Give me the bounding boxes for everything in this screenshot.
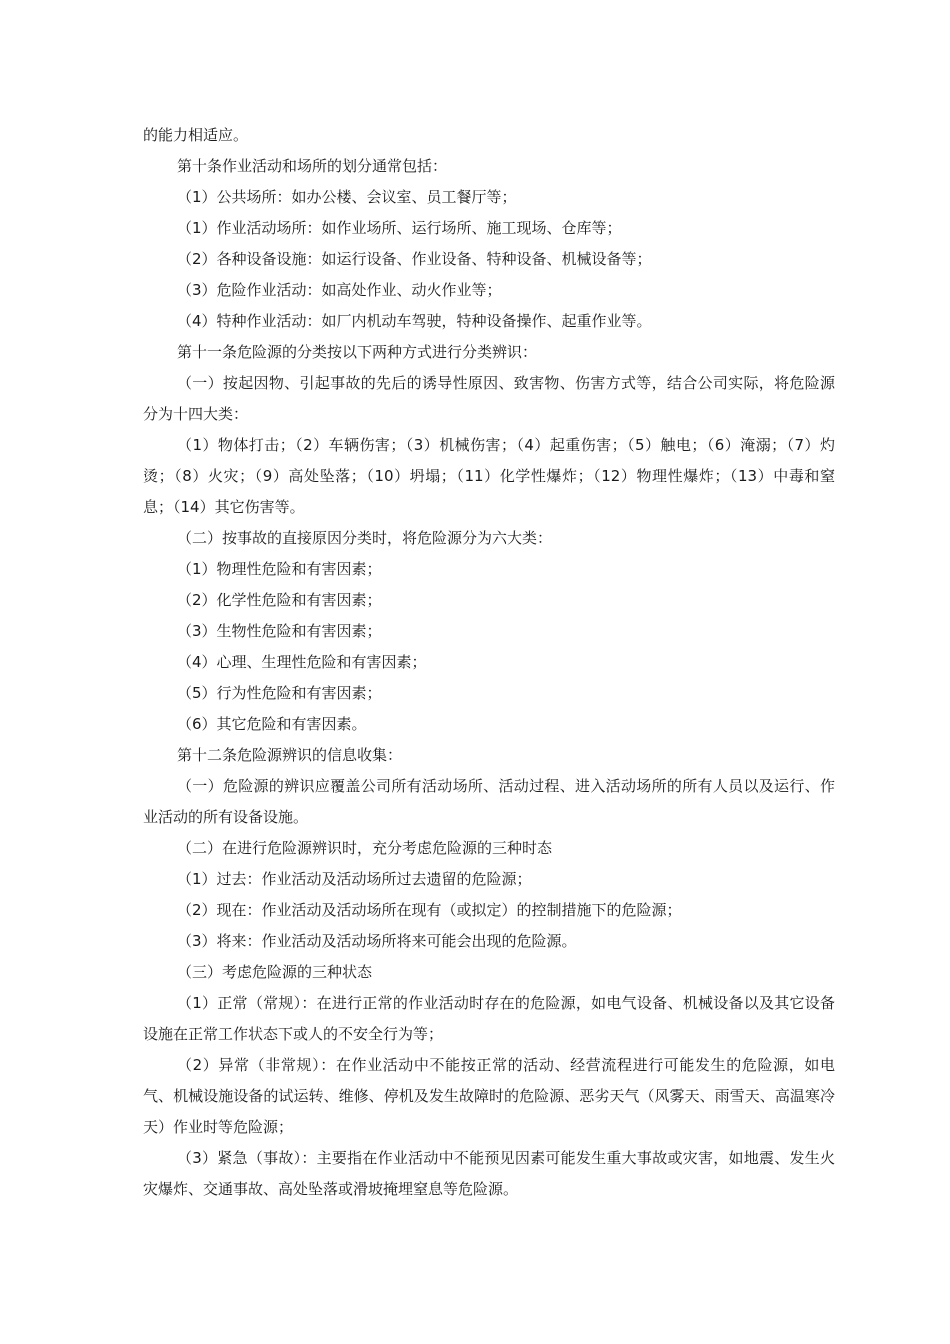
paragraph: （三）考虑危险源的三种状态 [177,963,373,981]
list-item: （5）行为性危险和有害因素； [177,684,382,702]
list-item: （6）其它危险和有害因素。 [177,715,367,733]
list-item: （2）各种设备设施：如运行设备、作业设备、特种设备、机械设备等； [177,250,652,268]
list-item: （4）特种作业活动：如厂内机动车驾驶，特种设备操作、起重作业等。 [177,312,652,330]
paragraph: （二）按事故的直接原因分类时，将危险源分为六大类： [177,529,553,547]
article-heading: 第十条作业活动和场所的划分通常包括： [177,157,448,175]
list-item: （2）现在：作业活动及活动场所在现有（或拟定）的控制措施下的危险源； [177,901,682,919]
list-item: （3）紧急（事故）：主要指在作业活动中不能预见因素可能发生重大事故或灾害，如地震、发生火灾爆炸、交通事故、高处坠落或滑坡掩埋窒息等危险源。 [143,1149,835,1198]
list-item: （2）异常（非常规）：在作业活动中不能按正常的活动、经营流程进行可能发生的危险源，如电气、机械设施设备的试运转、维修、停机及发生故障时的危险源、恶劣天气（风雾天、雨雪天、高温寒冷天）作业时等危险源； [143,1056,835,1136]
paragraph: （1）物体打击；（2）车辆伤害；（3）机械伤害；（4）起重伤害；（5）触电；（6）淹溺；（7）灼烫；（8）火灾；（9）高处坠落；（10）坍塌；（11）化学性爆炸；（12）物理性爆炸；（13）中毒和窒息；（14）其它伤害等。 [143,436,835,516]
list-item: （3）将来：作业活动及活动场所将来可能会出现的危险源。 [177,932,577,950]
list-item: （2）化学性危险和有害因素； [177,591,382,609]
document-body [143,120,835,1205]
list-item: （1）过去：作业活动及活动场所过去遗留的危险源； [177,870,532,888]
list-item: （1）正常（常规）：在进行正常的作业活动时存在的危险源，如电气设备、机械设备以及其它设备设施在正常工作状态下或人的不安全行为等； [143,994,835,1043]
paragraph: （一）危险源的辨识应覆盖公司所有活动场所、活动过程、进入活动场所的所有人员以及运行、作业活动的所有设备设施。 [143,777,835,826]
list-item: （4）心理、生理性危险和有害因素； [177,653,427,671]
article-heading: 第十二条危险源辨识的信息收集： [177,746,403,764]
list-item: （3）生物性危险和有害因素； [177,622,382,640]
paragraph: （二）在进行危险源辨识时，充分考虑危险源的三种时态 [177,839,553,857]
list-item: （3）危险作业活动：如高处作业、动火作业等； [177,281,502,299]
list-item: （1）公共场所：如办公楼、会议室、员工餐厅等； [177,188,517,206]
list-item: （1）作业活动场所：如作业场所、运行场所、施工现场、仓库等； [177,219,622,237]
paragraph: （一）按起因物、引起事故的先后的诱导性原因、致害物、伤害方式等，结合公司实际，将危险源分为十四大类： [143,374,835,423]
list-item: （1）物理性危险和有害因素； [177,560,382,578]
article-heading: 第十一条危险源的分类按以下两种方式进行分类辨识： [177,343,538,361]
paragraph: 的能力相适应。 [143,126,249,144]
